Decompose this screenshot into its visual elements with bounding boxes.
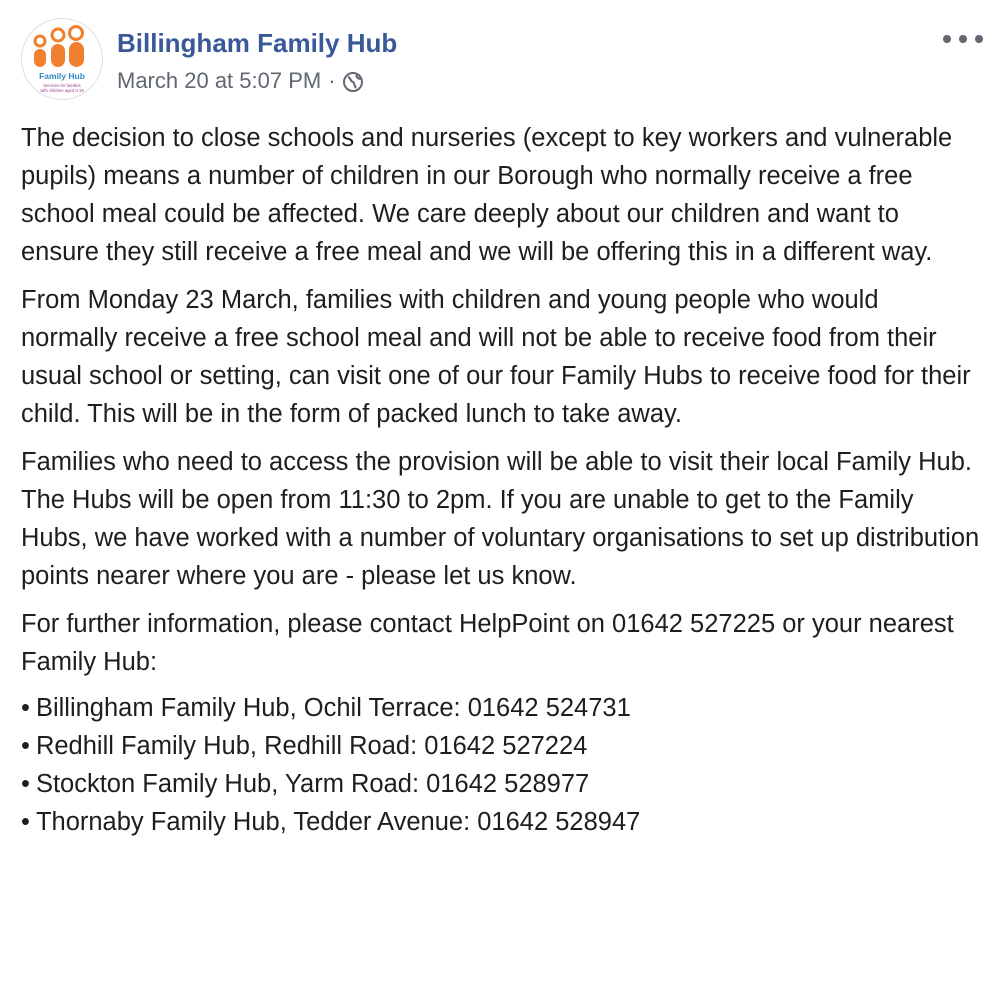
bullet: •	[21, 770, 30, 798]
globe-icon[interactable]	[342, 71, 364, 93]
hub-list	[21, 689, 981, 841]
family-hub-logo	[22, 19, 102, 99]
list-item	[21, 803, 981, 841]
meta-separator: ·	[328, 68, 336, 93]
bullet: •	[21, 808, 30, 836]
hub-entry: Redhill Family Hub, Redhill Road: 01642 527224	[35, 732, 588, 760]
page-name-link[interactable]: Billingham Family Hub	[117, 28, 398, 58]
bullet: •	[21, 732, 30, 760]
svg-text:with children aged 0-19: with children aged 0-19	[40, 88, 84, 93]
post-paragraph: The decision to close schools and nurseries (except to key workers and vulnerable pupils) means a number of children in our Borough who normally receive a free school meal could be affected. We care deeply about our children and want to ensure they still receive a free meal and we will be offering this in a different way.	[21, 124, 953, 266]
post-body	[21, 119, 981, 841]
post-paragraph: For further information, please contact HelpPoint on 01642 527225 or your nearest Family Hub:	[21, 610, 954, 676]
list-item	[21, 689, 981, 727]
bullet: •	[21, 694, 30, 722]
post-timestamp[interactable]: March 20 at 5:07 PM	[117, 68, 322, 93]
svg-text:Services for families: Services for families	[43, 83, 81, 88]
hub-entry: Billingham Family Hub, Ochil Terrace: 01642 524731	[35, 694, 631, 722]
hub-entry: Stockton Family Hub, Yarm Road: 01642 528977	[35, 770, 590, 798]
post-paragraph: Families who need to access the provision will be able to visit their local Family Hub. The Hubs will be open from 11:30 to 2pm. If you are unable to get to the Family Hubs, we have worked with a number of voluntary organisations to set up distribution points nearer where you are - please let us know.	[21, 448, 980, 590]
post-meta	[117, 68, 364, 94]
list-item	[21, 765, 981, 803]
ellipsis-icon[interactable]	[943, 28, 983, 50]
logo-text: Family Hub	[39, 71, 85, 81]
list-item	[21, 727, 981, 765]
page-avatar[interactable]	[21, 18, 103, 100]
hub-entry: Thornaby Family Hub, Tedder Avenue: 01642 528947	[35, 808, 641, 836]
post-paragraph: From Monday 23 March, families with children and young people who would normally receive a free school meal and will not be able to receive food from their usual school or setting, can visit one of our four Family Hubs to receive food for their child. This will be in the form of packed lunch to take away.	[21, 286, 971, 428]
